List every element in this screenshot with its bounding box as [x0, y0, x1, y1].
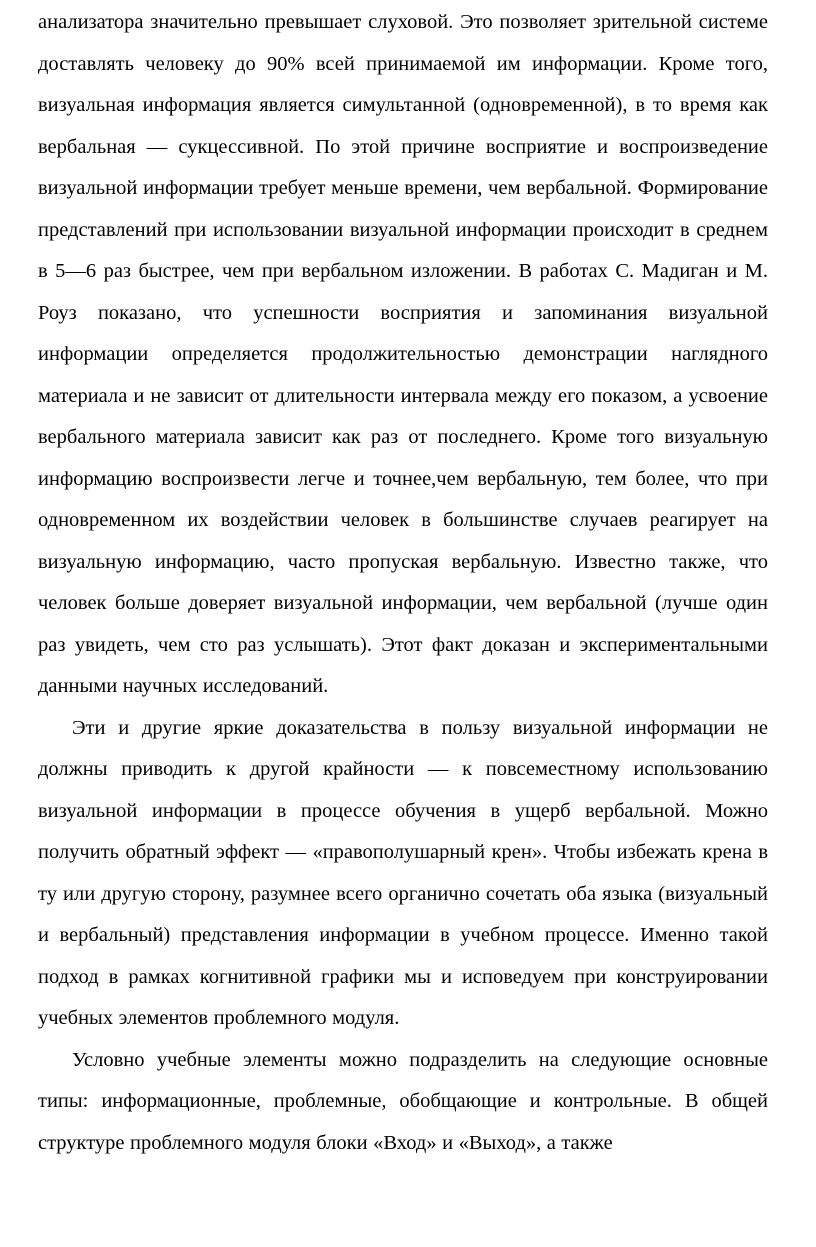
paragraph-3: Условно учебные элементы можно подразделить на следующие основные типы: информационные, проблемные, обобщающие и контрольные. В общей структуре проблемного модуля блоки «Вход» и «Выход», а также	[38, 1048, 768, 1154]
paragraph-1: анализатора значительно превышает слуховой. Это позволяет зрительной системе доставлять человеку до 90% всей принимаемой им информации. Кроме того, визуальная информация является симультанной (одновременной), в то время как вербальная — сукцессивной. По этой причине восприятие и воспроизведение визуальной информации требует меньше времени, чем вербальной. Формирование представлений при использовании визуальной информации происходит в среднем в 5—6 раз быстрее, чем при вербальном изложении. В работах С. Мадиган и М. Роуз показано, что успешности восприятия и запоминания визуальной информации определяется продолжительностью демонстрации наглядного материала и не зависит от длительности интервала между его показом, а усвоение вербального материала зависит как раз от последнего. Кроме того визуальную информацию воспроизвести легче и точнее,чем вербальную, тем более, что при одновременном их воздействии человек в большинстве случаев реагирует на визуальную информацию, часто пропуская вербальную. Известно также, что человек больше доверяет визуальной информации, чем вербальной (лучше один раз увидеть, чем сто раз услышать). Этот факт доказан и экспериментальными данными научных исследований.	[38, 11, 768, 697]
document-body	[38, 0, 768, 1164]
paragraph-2: Эти и другие яркие доказательства в пользу визуальной информации не должны приводить к другой крайности — к повсеместному использованию визуальной информации в процессе обучения в ущерб вербальной. Можно получить обратный эффект — «правополушарный крен». Чтобы избежать крена в ту или другую сторону, разумнее всего органично сочетать оба языка (визуальный и вербальный) представления информации в учебном процессе. Именно такой подход в рамках когнитивной графики мы и исповедуем при конструировании учебных элементов проблемного модуля.	[38, 716, 768, 1029]
